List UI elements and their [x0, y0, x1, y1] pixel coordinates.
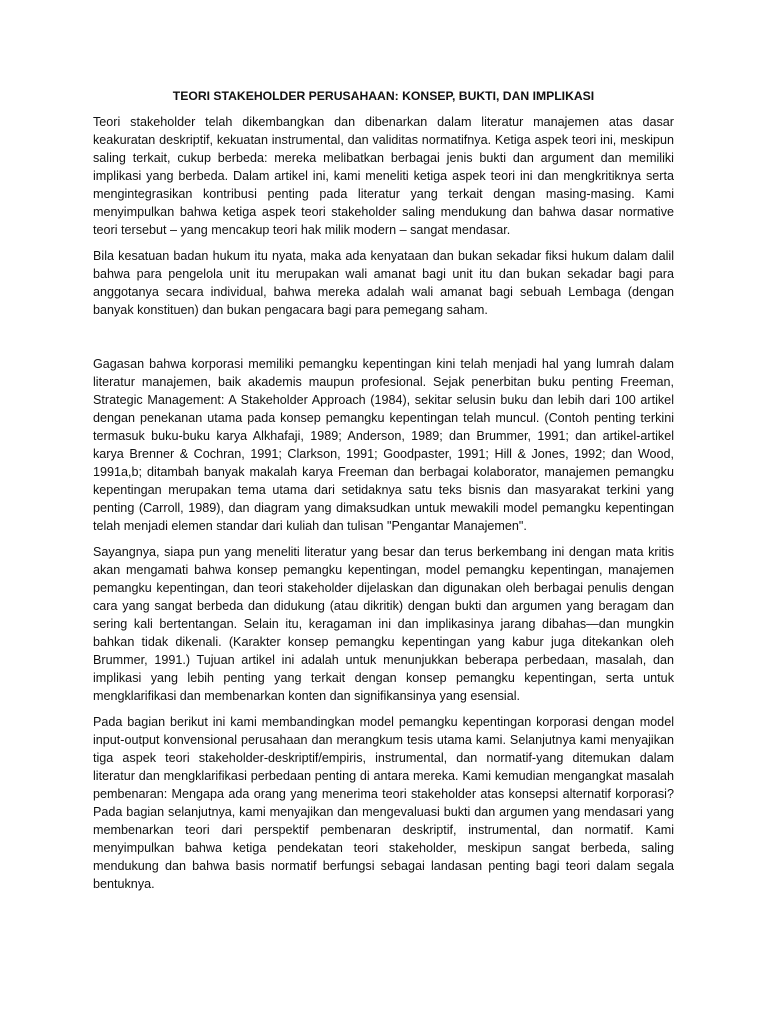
paragraph-critique: Sayangnya, siapa pun yang meneliti literatur yang besar dan terus berkembang ini dengan mata kritis akan mengamati bahwa konsep pemangku kepentingan, model pemangku kepentingan, manajemen pemangku kepentingan, dan teori stakeholder dijelaskan dan digunakan oleh berbagai penulis dengan cara yang sangat berbeda dan didukung (atau dikritik) dengan bukti dan argumen yang beragam dan sering kali bertentangan. Selain itu, keragaman ini dan implikasinya jarang dibahas—dan mungkin bahkan tidak dikenali. (Karakter konsep pemangku kepentingan yang kabur juga ditekankan oleh Brummer, 1991.) Tujuan artikel ini adalah untuk menunjukkan beberapa perbedaan, masalah, dan implikasi yang lebih penting yang terkait dengan konsep pemangku kepentingan, serta untuk mengklarifikasi dan membenarkan konten dan signifikansinya yang esensial.: [93, 545, 674, 703]
paragraph-introduction: Gagasan bahwa korporasi memiliki pemangku kepentingan kini telah menjadi hal yang lumrah dalam literatur manajemen, baik akademis maupun profesional. Sejak penerbitan buku penting Freeman, Strategic Management: A Stakeholder Approach (1984), sekitar selusin buku dan lebih dari 100 artikel dengan penekanan utama pada konsep pemangku kepentingan telah muncul. (Contoh penting terkini termasuk buku-buku karya Alkhafaji, 1989; Anderson, 1989; dan Brummer, 1991; dan artikel-artikel karya Brenner & Cochran, 1991; Clarkson, 1991; Goodpaster, 1991; Hill & Jones, 1992; dan Wood, 1991a,b; ditambah banyak makalah karya Freeman dan berbagai kolaborator, manajemen pemangku kepentingan merupakan tema utama dari setidaknya satu teks bisnis dan masyarakat terkini yang penting (Carroll, 1989), dan diagram yang dimaksudkan untuk mewakili model pemangku kepentingan telah menjadi elemen standar dari kuliah dan tulisan "Pengantar Manajemen".: [93, 357, 674, 533]
paragraph-quote: Bila kesatuan badan hukum itu nyata, maka ada kenyataan dan bukan sekadar fiksi hukum dalam dalil bahwa para pengelola unit itu merupakan wali amanat bagi unit itu dan bukan sekadar bagi para anggotanya secara individual, bahwa mereka adalah wali amanat bagi sebuah Lembaga (dengan banyak konstituen) dan bukan pengacara bagi para pemegang saham.: [93, 249, 674, 317]
paragraph-outline: Pada bagian berikut ini kami membandingkan model pemangku kepentingan korporasi dengan model input-output konvensional perusahaan dan merangkum tesis utama kami. Selanjutnya kami menyajikan tiga aspek teori stakeholder-deskriptif/empiris, instrumental, dan normatif-yang ditemukan dalam literatur dan mengklarifikasi perbedaan penting di antara mereka. Kami kemudian mengangkat masalah pembenaran: Mengapa ada orang yang menerima teori stakeholder atas konsepsi alternatif korporasi? Pada bagian selanjutnya, kami menyajikan dan mengevaluasi bukti dan argumen yang mendasari yang membenarkan teori dari perspektif pembenaran deskriptif, instrumental, dan normatif. Kami menyimpulkan bahwa ketiga pendekatan teori stakeholder, meskipun sangat berbeda, saling mendukung dan bahwa basis normatif berfungsi sebagai landasan penting bagi teori dalam segala bentuknya.: [93, 715, 674, 891]
document-title: TEORI STAKEHOLDER PERUSAHAAN: KONSEP, BUKTI, DAN IMPLIKASI: [172, 89, 595, 103]
section-gap: [93, 327, 674, 355]
paragraph-abstract: Teori stakeholder telah dikembangkan dan dibenarkan dalam literatur manajemen atas dasar keakuratan deskriptif, kekuatan instrumental, dan validitas normatifnya. Ketiga aspek teori ini, meskipun saling terkait, cukup berbeda: mereka melibatkan berbagai jenis bukti dan argument dan memiliki implikasi yang berbeda. Dalam artikel ini, kami meneliti ketiga aspek teori ini dan mengkritiknya serta mengintegrasikan kontribusi penting pada literatur yang terkait dengan masing-masing. Kami menyimpulkan bahwa ketiga aspek teori stakeholder saling mendukung dan bahwa dasar normative teori tersebut – yang mencakup teori hak milik modern – sangat mendasar.: [93, 115, 674, 237]
